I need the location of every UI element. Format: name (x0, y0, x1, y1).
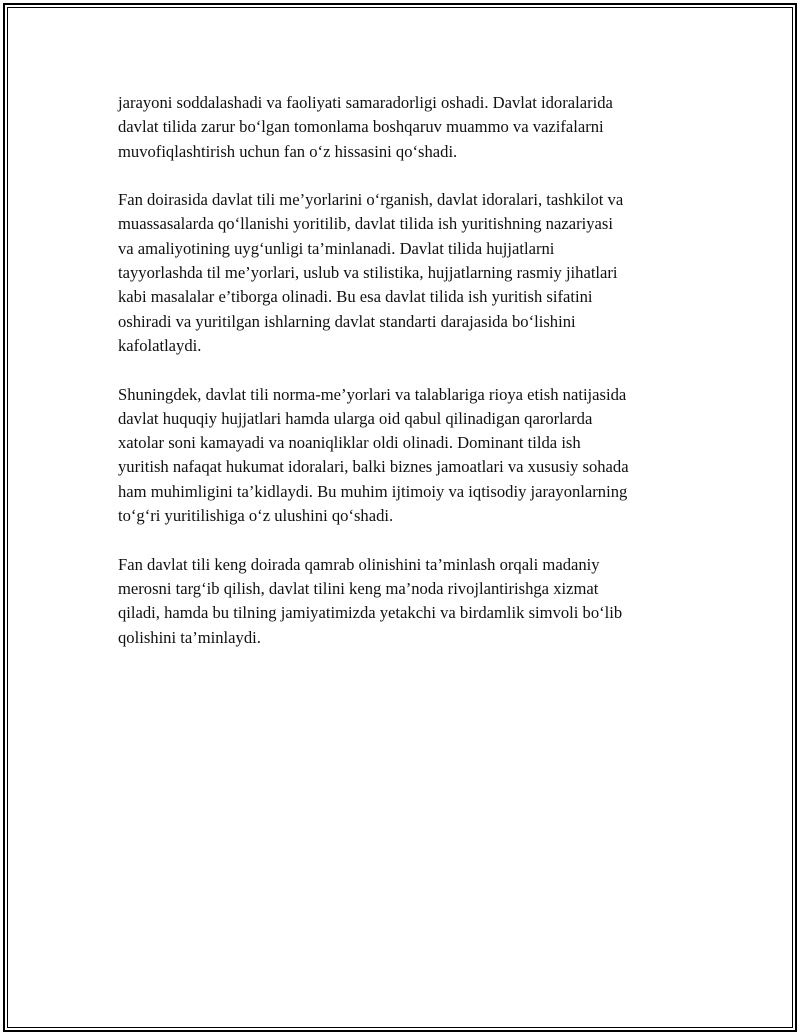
paragraph-2: Fan doirasida davlat tili me’yorlarini o‘rganish, davlat idoralari, tashkilot va muassasalarda qo‘llanishi yoritilib, davlat tilida ish yuritishning nazariyasi va amaliyotining uyg‘unligi ta’minlanadi. Davlat tilida hujjatlarni tayyorlashda til me’yorlari, uslub va stilistika, hujjatlarning rasmiy jihatlari kabi masalalar e’tiborga olinadi. Bu esa davlat tilida ish yuritish sifatini oshiradi va yuritilgan ishlarning davlat standarti darajasida bo‘lishini kafolatlaydi. (118, 190, 624, 355)
paragraph-1: jarayoni soddalashadi va faoliyati samaradorligi oshadi. Davlat idoralarida davlat tilida zarur bo‘lgan tomonlama boshqaruv muammo va vazifalarni muvofiqlashtirish uchun fan o‘z hissasini qo‘shadi. (118, 93, 613, 161)
paragraph-4: Fan davlat tili keng doirada qamrab olinishini ta’minlash orqali madaniy merosni targ‘ib qilish, davlat tilini keng ma’noda rivojlantirishga xizmat qiladi, hamda bu tilning jamiyatimizda yetakchi va birdamlik simvoli bo‘lib qolishini ta’minlaydi. (118, 554, 623, 647)
paragraph-3: Shuningdek, davlat tili norma-me’yorlari va talablariga rioya etish natijasida davlat huquqiy hujjatlari hamda ularga oid qabul qilinadigan qarorlarda xatolar soni kamayadi va noaniqliklar oldi olinadi. Dominant tilda ish yuritish nafaqat hukumat idoralari, balki biznes jamoatlari va xususiy sohada ham muhimligini ta’kidlaydi. Bu muhim ijtimoiy va iqtisodiy jarayonlarning to‘g‘ri yuritilishiga o‘z ulushini qo‘shadi. (118, 384, 629, 526)
document-body (118, 91, 718, 674)
